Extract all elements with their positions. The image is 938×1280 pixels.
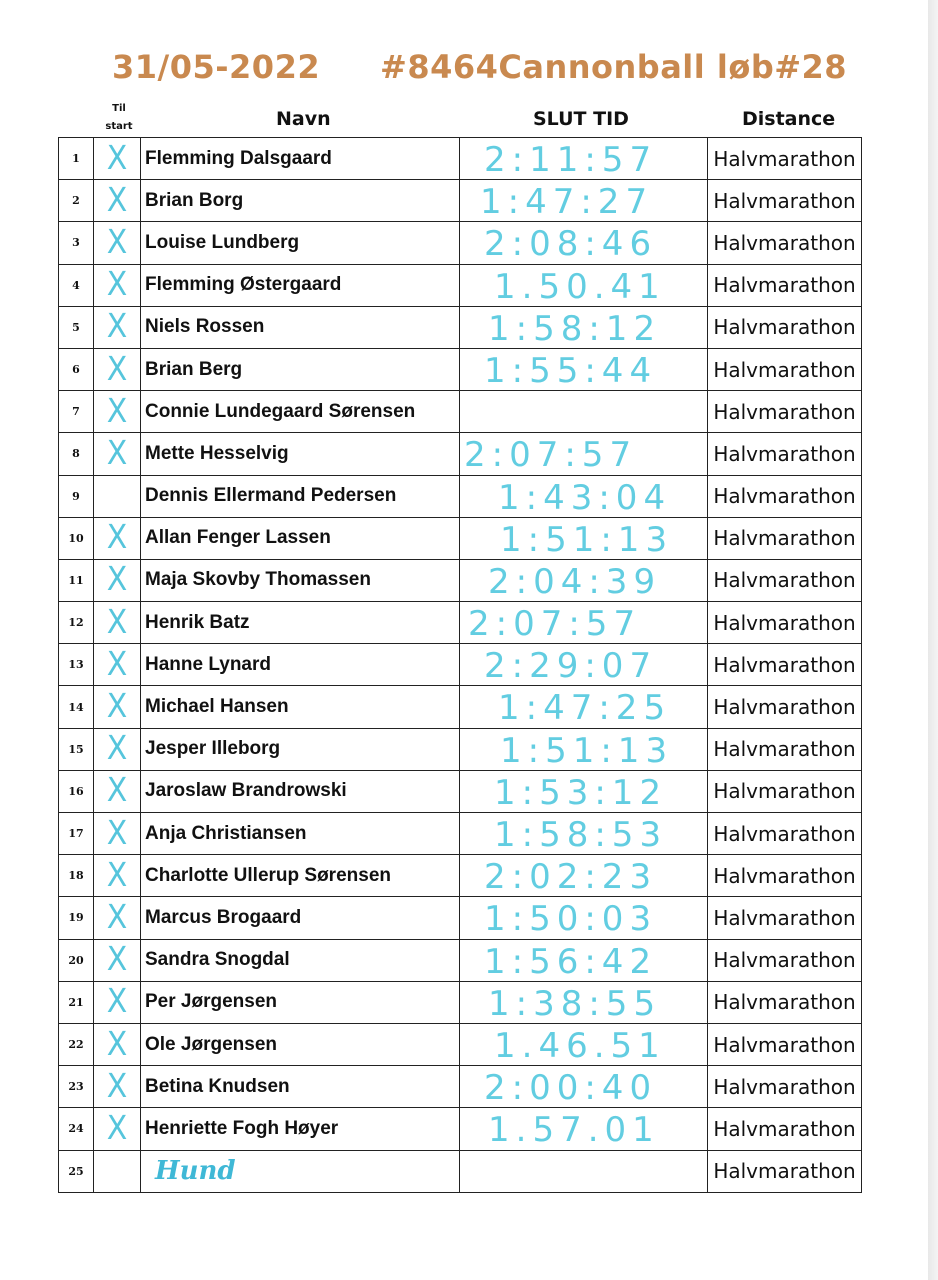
distance: Halvmarathon — [708, 348, 862, 390]
runner-name-text: Maja Skovby Thomassen — [145, 569, 371, 591]
distance: Halvmarathon — [708, 433, 862, 475]
finish-time-cell — [460, 1108, 708, 1150]
start-check-mark: X — [106, 771, 128, 811]
distance: Halvmarathon — [708, 475, 862, 517]
finish-time-cell — [460, 180, 708, 222]
runner-name — [141, 559, 460, 601]
runner-name — [141, 813, 460, 855]
finish-time: 1:53:12 — [494, 772, 668, 813]
row-number: 12 — [59, 602, 94, 644]
runner-name — [141, 517, 460, 559]
finish-time: 1:56:42 — [484, 941, 658, 982]
start-check-mark: X — [106, 940, 128, 979]
finish-time-cell — [460, 559, 708, 601]
start-check-cell — [94, 348, 141, 390]
table-row — [59, 475, 862, 517]
table-row — [59, 602, 862, 644]
runner-name-text: Hund — [155, 1156, 236, 1187]
row-number: 5 — [59, 306, 94, 348]
start-check-cell — [94, 602, 141, 644]
runner-name — [141, 306, 460, 348]
row-number: 24 — [59, 1108, 94, 1150]
finish-time-cell — [460, 222, 708, 264]
finish-time-cell — [460, 897, 708, 939]
start-check-mark: X — [106, 1024, 128, 1064]
row-number: 10 — [59, 517, 94, 559]
distance: Halvmarathon — [708, 897, 862, 939]
table-row — [59, 770, 862, 812]
runner-name-text: Connie Lundegaard Sørensen — [145, 400, 416, 422]
finish-time: 2:11:57 — [484, 140, 658, 180]
row-number: 20 — [59, 939, 94, 981]
start-check-mark: X — [106, 180, 128, 220]
results-table — [58, 137, 862, 1193]
finish-time: 1:47:25 — [498, 688, 672, 729]
runner-name-text: Jesper Illeborg — [145, 738, 281, 760]
start-check-cell — [94, 138, 141, 180]
table-row — [59, 391, 862, 433]
distance: Halvmarathon — [708, 264, 862, 306]
runner-name — [141, 897, 460, 939]
start-check-cell — [94, 433, 141, 475]
distance: Halvmarathon — [708, 138, 862, 180]
row-number: 7 — [59, 391, 94, 433]
finish-time: 2:07:57 — [468, 604, 642, 644]
row-number: 6 — [59, 348, 94, 390]
finish-time-cell — [460, 1150, 708, 1192]
runner-name-text: Niels Rossen — [145, 316, 265, 338]
distance: Halvmarathon — [708, 306, 862, 348]
start-check-cell — [94, 1066, 141, 1108]
runner-name-text: Michael Hansen — [145, 696, 289, 718]
finish-time-cell — [460, 770, 708, 812]
start-check-cell — [94, 1150, 141, 1192]
distance: Halvmarathon — [708, 939, 862, 981]
row-number: 22 — [59, 1023, 94, 1065]
runner-name — [141, 644, 460, 686]
start-check-cell — [94, 264, 141, 306]
distance: Halvmarathon — [708, 1108, 862, 1150]
column-header-til-start — [96, 100, 142, 136]
start-check-cell — [94, 939, 141, 981]
runner-name — [141, 348, 460, 390]
runner-name-text: Sandra Snogdal — [145, 949, 290, 971]
finish-time-cell — [460, 433, 708, 475]
start-check-mark: X — [106, 813, 128, 853]
row-number: 2 — [59, 180, 94, 222]
table-row — [59, 686, 862, 728]
start-check-mark: X — [106, 560, 128, 600]
start-check-mark: X — [106, 855, 128, 895]
runner-name-text: Per Jørgensen — [145, 991, 277, 1013]
table-row — [59, 813, 862, 855]
finish-time: 2:07:57 — [464, 435, 638, 475]
runner-name-text: Jaroslaw Brandrowski — [145, 780, 347, 802]
finish-time: 2:02:23 — [484, 857, 658, 897]
table-row — [59, 559, 862, 601]
table-row — [59, 180, 862, 222]
finish-time-cell — [460, 939, 708, 981]
distance: Halvmarathon — [708, 1023, 862, 1065]
runner-name — [141, 855, 460, 897]
runner-name — [141, 391, 460, 433]
finish-time: 1:51:13 — [500, 730, 674, 771]
row-number: 18 — [59, 855, 94, 897]
start-check-mark: X — [106, 223, 128, 262]
runner-name — [141, 1108, 460, 1150]
runner-name-text: Flemming Østergaard — [145, 274, 342, 296]
start-check-mark: X — [106, 138, 128, 178]
start-check-mark: X — [106, 898, 128, 937]
finish-time-cell — [460, 138, 708, 180]
row-number: 23 — [59, 1066, 94, 1108]
table-row — [59, 433, 862, 475]
table-row — [59, 264, 862, 306]
runner-name — [141, 981, 460, 1023]
finish-time: 2:00:40 — [484, 1068, 658, 1108]
finish-time: 1.50.41 — [494, 266, 666, 307]
table-row — [59, 1023, 862, 1065]
row-number: 8 — [59, 433, 94, 475]
runner-name-text: Mette Hesselvig — [145, 442, 289, 464]
distance: Halvmarathon — [708, 517, 862, 559]
runner-name-text: Henriette Fogh Høyer — [145, 1117, 339, 1139]
start-check-cell — [94, 306, 141, 348]
start-check-mark: X — [106, 982, 128, 1022]
start-check-mark: X — [106, 434, 128, 473]
distance: Halvmarathon — [708, 559, 862, 601]
runner-name-text: Brian Berg — [145, 358, 243, 380]
finish-time: 1:50:03 — [484, 899, 658, 940]
table-row — [59, 517, 862, 559]
start-check-mark: X — [106, 349, 128, 389]
row-number: 3 — [59, 222, 94, 264]
runner-name-text: Charlotte Ullerup Sørensen — [145, 864, 391, 886]
start-check-cell — [94, 813, 141, 855]
runner-name-text: Flemming Dalsgaard — [145, 147, 332, 169]
start-check-cell — [94, 644, 141, 686]
runner-name — [141, 1066, 460, 1108]
distance: Halvmarathon — [708, 391, 862, 433]
table-row — [59, 939, 862, 981]
finish-time-cell — [460, 855, 708, 897]
finish-time: 1.46.51 — [494, 1025, 666, 1066]
finish-time: 1:43:04 — [498, 477, 672, 518]
finish-time: 1:38:55 — [488, 983, 662, 1024]
runner-name — [141, 770, 460, 812]
start-check-cell — [94, 222, 141, 264]
distance: Halvmarathon — [708, 686, 862, 728]
finish-time-cell — [460, 686, 708, 728]
runner-name — [141, 939, 460, 981]
start-check-cell — [94, 559, 141, 601]
start-check-cell — [94, 391, 141, 433]
runner-name — [141, 602, 460, 644]
start-check-mark: X — [106, 645, 128, 684]
table-row — [59, 981, 862, 1023]
start-check-mark: X — [106, 687, 128, 726]
distance: Halvmarathon — [708, 770, 862, 812]
start-check-mark: X — [106, 307, 128, 347]
start-check-mark: X — [106, 1109, 128, 1148]
start-check-cell — [94, 728, 141, 770]
start-check-cell — [94, 1023, 141, 1065]
finish-time: 2:29:07 — [484, 646, 658, 686]
finish-time-cell — [460, 728, 708, 770]
row-number: 25 — [59, 1150, 94, 1192]
start-check-cell — [94, 770, 141, 812]
row-number: 15 — [59, 728, 94, 770]
finish-time: 1:51:13 — [500, 519, 674, 560]
row-number: 9 — [59, 475, 94, 517]
page-edge — [928, 0, 938, 1280]
runner-name-text: Henrik Batz — [145, 611, 250, 633]
row-number: 11 — [59, 559, 94, 601]
distance: Halvmarathon — [708, 1066, 862, 1108]
distance: Halvmarathon — [708, 813, 862, 855]
finish-time-cell — [460, 306, 708, 348]
start-check-mark: X — [106, 1066, 128, 1106]
runner-name — [141, 180, 460, 222]
runner-name — [141, 728, 460, 770]
distance: Halvmarathon — [708, 855, 862, 897]
table-row — [59, 1150, 862, 1192]
sheet-title: #8464Cannonball løb#28 — [380, 48, 848, 86]
start-check-cell — [94, 855, 141, 897]
runner-name — [141, 475, 460, 517]
runner-name-text: Anja Christiansen — [145, 822, 307, 844]
runner-name-text: Marcus Brogaard — [145, 906, 302, 928]
row-number: 14 — [59, 686, 94, 728]
finish-time-cell — [460, 348, 708, 390]
finish-time-cell — [460, 517, 708, 559]
runner-name-text: Dennis Ellermand Pedersen — [145, 485, 397, 507]
runner-name-text: Betina Knudsen — [145, 1075, 290, 1097]
results-table-body — [59, 138, 862, 1193]
runner-name — [141, 433, 460, 475]
table-row — [59, 222, 862, 264]
distance: Halvmarathon — [708, 728, 862, 770]
table-row — [59, 644, 862, 686]
start-check-mark: X — [106, 391, 128, 431]
runner-name-text: Louise Lundberg — [145, 231, 300, 253]
distance: Halvmarathon — [708, 981, 862, 1023]
finish-time: 1:58:53 — [494, 815, 668, 855]
row-number: 19 — [59, 897, 94, 939]
finish-time-cell — [460, 1023, 708, 1065]
start-check-cell — [94, 517, 141, 559]
row-number: 4 — [59, 264, 94, 306]
finish-time-cell — [460, 981, 708, 1023]
table-row — [59, 1066, 862, 1108]
runner-name-text: Allan Fenger Lassen — [145, 527, 331, 549]
finish-time: 1.57.01 — [488, 1110, 660, 1150]
finish-time-cell — [460, 475, 708, 517]
finish-time-cell — [460, 602, 708, 644]
runner-name-text: Brian Borg — [145, 189, 244, 211]
finish-time: 1:55:44 — [484, 350, 658, 391]
runner-name — [141, 1150, 460, 1192]
runner-name-text: Ole Jørgensen — [145, 1033, 277, 1055]
start-check-cell — [94, 981, 141, 1023]
start-check-cell — [94, 686, 141, 728]
column-header-navn: Navn — [276, 108, 331, 130]
table-row — [59, 348, 862, 390]
finish-time-cell — [460, 813, 708, 855]
column-header-slut-tid: SLUT TID — [533, 108, 629, 130]
row-number: 16 — [59, 770, 94, 812]
table-row — [59, 897, 862, 939]
finish-time-cell — [460, 391, 708, 433]
start-check-cell — [94, 180, 141, 222]
finish-time: 1:47:27 — [480, 182, 654, 222]
column-header-distance: Distance — [742, 108, 836, 130]
runner-name — [141, 1023, 460, 1065]
row-number: 17 — [59, 813, 94, 855]
runner-name — [141, 222, 460, 264]
distance: Halvmarathon — [708, 1150, 862, 1192]
runner-name — [141, 264, 460, 306]
finish-time-cell — [460, 644, 708, 686]
row-number: 21 — [59, 981, 94, 1023]
table-row — [59, 138, 862, 180]
start-check-mark: X — [106, 518, 128, 557]
distance: Halvmarathon — [708, 602, 862, 644]
distance: Halvmarathon — [708, 180, 862, 222]
start-check-cell — [94, 1108, 141, 1150]
start-check-cell — [94, 475, 141, 517]
sheet-date: 31/05-2022 — [112, 48, 321, 86]
finish-time: 2:08:46 — [484, 224, 658, 265]
table-row — [59, 306, 862, 348]
table-row — [59, 1108, 862, 1150]
finish-time: 2:04:39 — [488, 561, 662, 602]
column-header-til: Til — [112, 103, 126, 114]
row-number: 13 — [59, 644, 94, 686]
distance: Halvmarathon — [708, 644, 862, 686]
runner-name-text: Hanne Lynard — [145, 653, 271, 675]
finish-time-cell — [460, 1066, 708, 1108]
finish-time: 1:58:12 — [488, 308, 662, 349]
start-check-mark: X — [106, 602, 128, 642]
start-check-mark: X — [106, 265, 128, 304]
table-row — [59, 728, 862, 770]
runner-name — [141, 686, 460, 728]
row-number: 1 — [59, 138, 94, 180]
table-row — [59, 855, 862, 897]
distance: Halvmarathon — [708, 222, 862, 264]
start-check-mark: X — [106, 729, 128, 768]
start-check-cell — [94, 897, 141, 939]
column-header-start: start — [105, 121, 133, 132]
finish-time-cell — [460, 264, 708, 306]
runner-name — [141, 138, 460, 180]
